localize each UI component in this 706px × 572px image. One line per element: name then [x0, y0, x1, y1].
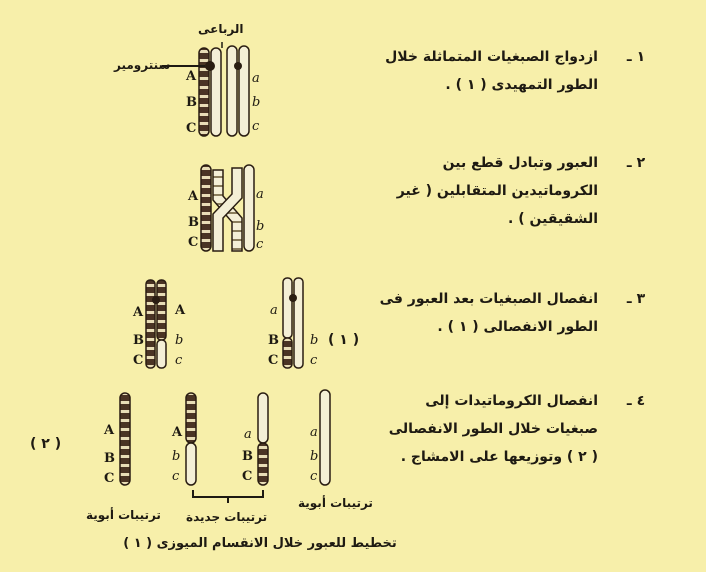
step-number: ٣ ـ	[626, 291, 646, 307]
chromatid-a-1	[227, 46, 237, 136]
gene-label: C	[133, 353, 144, 368]
figure-caption: تخطيط للعبور خلال الانقسام الميوزى ( ١ )	[123, 536, 397, 551]
centromere-label: سنترومير	[114, 58, 171, 72]
step-3	[360, 286, 660, 346]
step-text-line: صبغيات خلال الطور الانفصالى	[388, 421, 598, 437]
step-text-line: الطور الانفصالى ( ١ ) .	[437, 319, 598, 335]
centromere-dot	[289, 294, 297, 302]
gamete-chromosomes	[120, 390, 330, 503]
gene-label: a	[252, 71, 260, 86]
chromosome-abc	[320, 390, 330, 485]
crossover-stage-2	[201, 165, 254, 251]
gene-label: B	[186, 95, 197, 110]
gene-label: C	[104, 471, 115, 486]
step-text-line: انفصال الصبغيات بعد العبور فى	[379, 291, 598, 307]
step-4	[360, 388, 660, 478]
parental-label-right: ترتيبات أبوية	[298, 496, 373, 510]
gene-label: b	[175, 333, 184, 348]
chromatid-segment	[283, 338, 292, 368]
step-text-line: انفصال الكروماتيدات إلى	[425, 393, 598, 409]
centromere-dot	[234, 62, 242, 70]
tetrad-stage-1	[162, 42, 249, 136]
gene-label: b	[252, 95, 261, 110]
gene-label: c	[310, 353, 318, 368]
gene-label: b	[172, 449, 181, 464]
step-2	[360, 150, 660, 240]
gene-label: A	[188, 189, 199, 204]
step-text-line: العبور وتبادل قطع بين	[442, 155, 598, 171]
chromatid	[283, 278, 292, 338]
step-text-line: الطور التمهيدى ( ١ ) .	[445, 77, 598, 93]
chromatid	[157, 280, 166, 340]
step-number: ٢ ـ	[626, 155, 646, 171]
chromatid	[244, 165, 254, 251]
new-combinations-bracket	[193, 490, 263, 497]
gene-label: C	[188, 235, 199, 250]
chromosome-ABC	[120, 393, 130, 485]
chromatid-A-2	[211, 48, 221, 136]
centromere-dot	[205, 61, 215, 71]
chromatid-segment	[157, 340, 166, 368]
gene-label: B	[104, 451, 115, 466]
gene-label: A	[186, 69, 197, 84]
separated-pair-left	[146, 280, 166, 368]
chromosome-aBC-top	[258, 393, 268, 443]
gene-label: c	[256, 237, 264, 252]
gene-label: B	[188, 215, 199, 230]
gene-label: b	[310, 333, 319, 348]
gene-label: a	[270, 303, 278, 318]
gene-label: c	[310, 469, 318, 484]
gene-label: A	[172, 425, 183, 440]
stage-1-marker: ( ١ )	[328, 332, 360, 348]
gene-label: a	[310, 425, 318, 440]
gene-label: C	[186, 121, 197, 136]
gene-label: A	[133, 305, 144, 320]
chromosome-Abc-bottom	[186, 443, 196, 485]
chromosome-Abc-top	[186, 393, 196, 443]
gene-label: C	[268, 353, 279, 368]
step-text-line: الشقيقين ) .	[508, 211, 598, 227]
gene-label: c	[172, 469, 180, 484]
chromatid	[294, 278, 303, 368]
gene-label: B	[133, 333, 144, 348]
separated-pair-right	[283, 278, 303, 368]
stage-2-marker: ( ٢ )	[30, 436, 62, 452]
step-text-line: ( ٢ ) وتوزيعها على الامشاج .	[400, 449, 598, 465]
gene-label: A	[104, 423, 115, 438]
gene-label: b	[310, 449, 319, 464]
gene-label: A	[175, 303, 186, 318]
gene-label: a	[256, 187, 264, 202]
step-text-line: الكروماتيدين المتقابلين ( غير	[396, 183, 598, 199]
gene-label: C	[242, 469, 253, 484]
step-number: ٤ ـ	[626, 393, 646, 409]
parental-label-left: ترتيبات أبوية	[86, 508, 161, 522]
chromatid-a-2	[239, 46, 249, 136]
new-combinations-label: ترتيبات جديدة	[186, 510, 268, 524]
gene-label: B	[268, 333, 279, 348]
centromere-dot	[152, 296, 160, 304]
gene-label: c	[252, 119, 260, 134]
gene-label: b	[256, 219, 265, 234]
step-1	[360, 44, 660, 104]
gene-label: a	[244, 427, 252, 442]
chromosome-aBC-bottom	[258, 443, 268, 485]
tetrad-label: الرباعى	[198, 22, 244, 36]
gene-label: B	[242, 449, 253, 464]
chromatid-A-1	[199, 48, 209, 136]
chromatid	[146, 280, 155, 368]
chromatid	[201, 165, 211, 251]
gene-label: c	[175, 353, 183, 368]
step-number: ١ ـ	[626, 49, 646, 65]
step-text-line: ازدواج الصبغيات المتماثلة خلال	[385, 49, 598, 65]
